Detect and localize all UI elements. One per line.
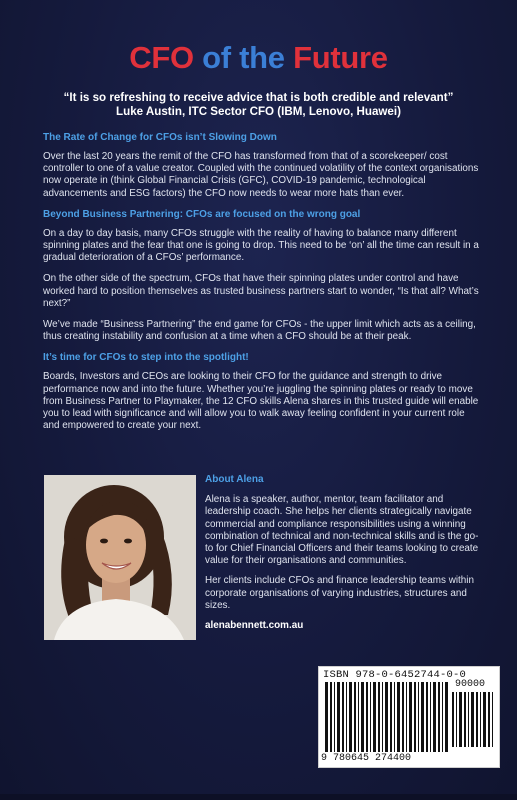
bottom-edge bbox=[0, 794, 517, 800]
author-website: alenabennett.com.au bbox=[205, 620, 304, 632]
section-paragraph: We’ve made “Business Partnering” the end game for CFOs - the upper limit which acts as a ceiling, thus creating instability and confusion at a time when a CFO should be at their peak. bbox=[43, 319, 476, 343]
isbn-number: ISBN 978-0-6452744-0-0 bbox=[323, 669, 467, 681]
section-paragraph: On a day to day basis, many CFOs struggle with the reality of having to balance many different spinning plates and the fear that one is going to drop. This need to be ‘on’ all the time can result in a gradual deterioration of a CFOs’ performance. bbox=[43, 227, 479, 264]
section-beyond-partnering bbox=[43, 209, 479, 344]
testimonial-quote bbox=[20, 91, 497, 119]
section-paragraph: Boards, Investors and CEOs are looking to their CFO for the guidance and strength to drive performance now and into the future. Whether you’re juggling the spinning plates or ready to move from Business Partner to Playmaker, the 12 CFO skills Alena shares in this trusted guide will enable you to lead with significance and will allow you to walk away feeling confident in your current role and empowered to create your next. bbox=[43, 371, 479, 432]
section-paragraph: On the other side of the spectrum, CFOs that have their spinning plates under control and have worked hard to position themselves as trusted business partners start to wonder, “Is that all? What’s next?” bbox=[43, 273, 479, 309]
cover-title bbox=[0, 40, 517, 76]
price-code: 90000 bbox=[455, 679, 486, 690]
about-paragraph: Alena is a speaker, author, mentor, team facilitator and leadership coach. She helps her clients strategically navigate commercial and compliance responsibilities using a winning combination of technical and non-technical skills and is the go-to for Chief Financial Officers and their teams looking to create value for their organisations and communities. bbox=[205, 494, 479, 567]
about-heading: About Alena bbox=[205, 474, 264, 485]
about-paragraph: Her clients include CFOs and finance leadership teams within corporate organisations of varying industries, structures and sizes. bbox=[205, 575, 474, 611]
section-heading: The Rate of Change for CFOs isn’t Slowing Down bbox=[43, 132, 277, 143]
section-heading: Beyond Business Partnering: CFOs are focused on the wrong goal bbox=[43, 208, 361, 220]
ean-barcode-bars bbox=[325, 682, 449, 752]
title-part-future: Future bbox=[293, 40, 388, 75]
author-photo bbox=[44, 475, 196, 640]
isbn-barcode bbox=[318, 666, 500, 768]
title-part-of-the: of the bbox=[202, 40, 285, 75]
author-portrait-image bbox=[44, 475, 196, 640]
price-barcode-bars bbox=[452, 692, 494, 747]
barcode-number: 9 780645 274400 bbox=[321, 753, 412, 764]
section-paragraph: Over the last 20 years the remit of the CFO has transformed from that of a scorekeeper/ cost controller to one of a value creator. Coupled with the continued volatility of the context organisations now operate in (think Global Financial Crisis (GFC), COVID-19 pandemic, technological advancements and ESG factors) the CFO now needs to wear more hats than ever. bbox=[43, 151, 479, 199]
blurb-content bbox=[43, 132, 479, 441]
quote-text: “It is so refreshing to receive advice that is both credible and relevant” bbox=[63, 91, 454, 104]
section-rate-of-change bbox=[43, 132, 479, 200]
section-heading: It’s time for CFOs to step into the spotlight! bbox=[43, 352, 249, 364]
title-part-cfo: CFO bbox=[129, 40, 194, 75]
quote-attribution: Luke Austin, ITC Sector CFO (IBM, Lenovo, Huawei) bbox=[116, 105, 401, 118]
about-author bbox=[205, 474, 480, 632]
section-spotlight bbox=[43, 352, 479, 432]
